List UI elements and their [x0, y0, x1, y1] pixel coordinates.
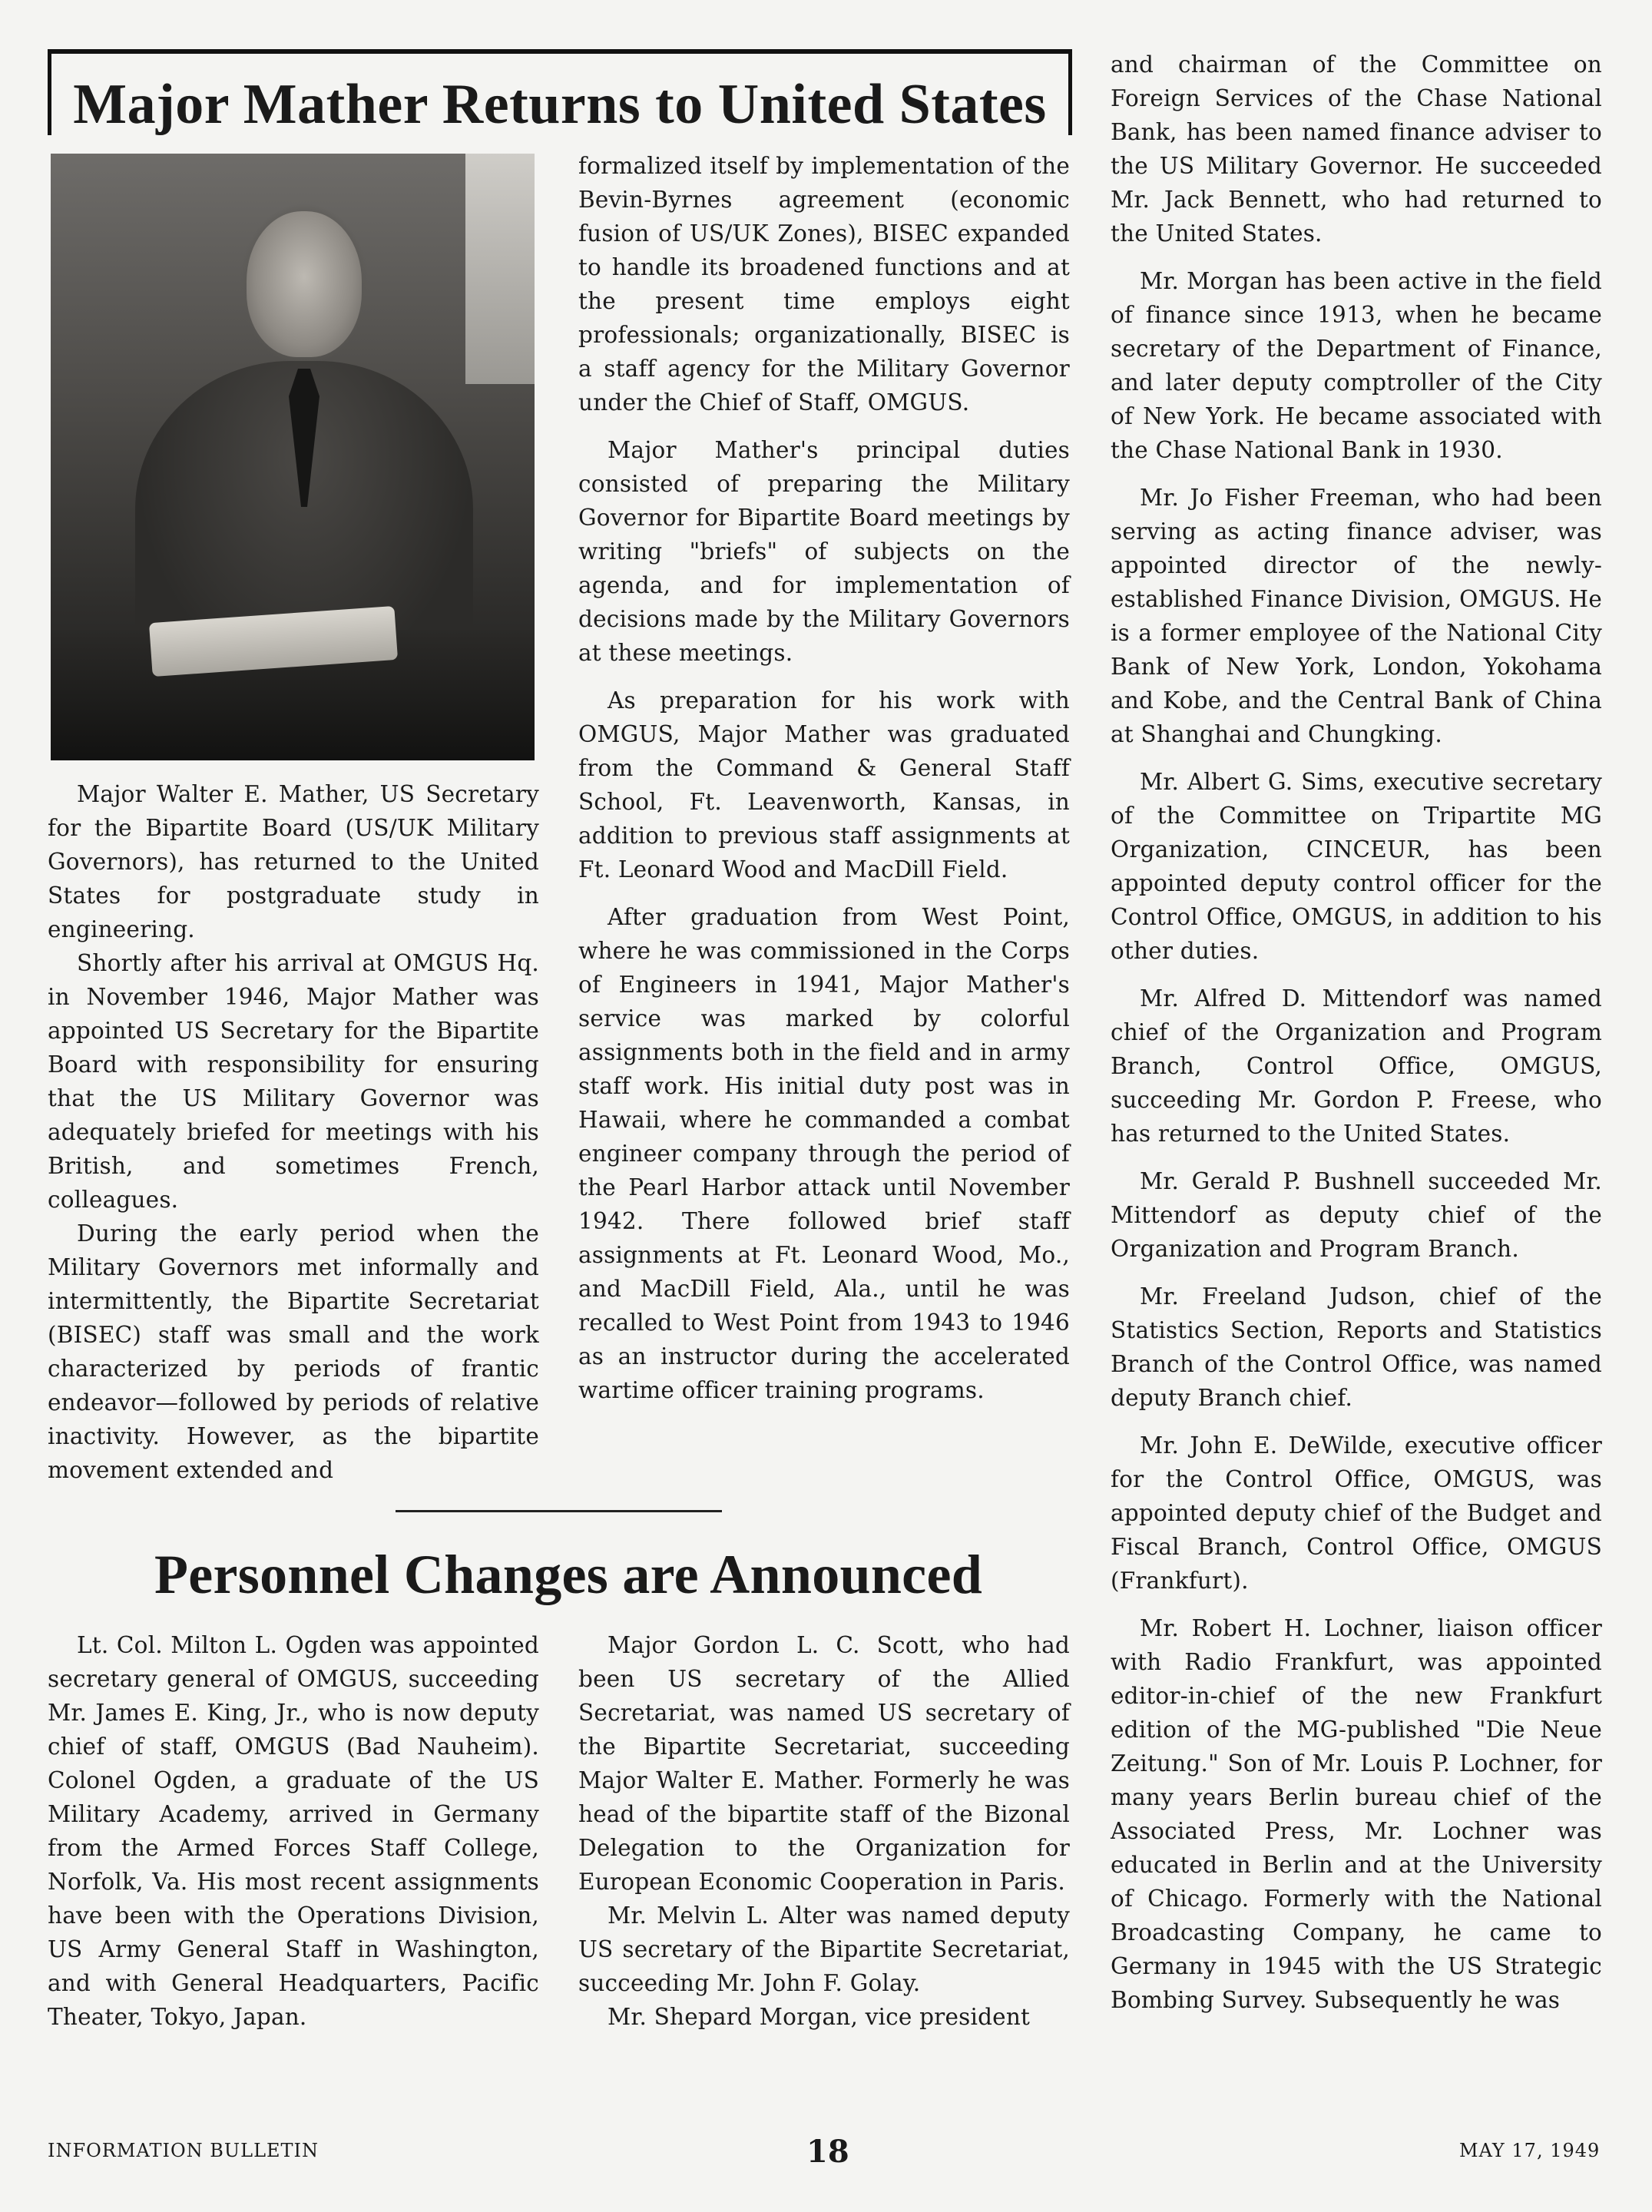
- article-title-box: [48, 49, 1072, 135]
- photo-window: [465, 154, 535, 384]
- paragraph: and chairman of the Committee on Foreign Services of the Chase National Bank, has been named finance adviser to the US Military Governor. He succeeded Mr. Jack Bennett, who had returned to the United States.: [1111, 51, 1602, 247]
- portrait-photo: [51, 154, 535, 760]
- paragraph: Mr. John E. DeWilde, executive officer for the Control Office, OMGUS, was appointed deputy chief of the Budget and Fiscal Branch, Control Office, OMGUS (Frankfurt).: [1111, 1432, 1602, 1594]
- article2-column-2: [578, 1628, 1070, 2034]
- section-divider: [396, 1510, 722, 1512]
- article1-column-2: [578, 149, 1070, 1421]
- paragraph: After graduation from West Point, where he was commissioned in the Corps of Engineers in 1941, Major Mather's service was marked by colorful assignments both in the field and in army staff work. His initial duty post was in Hawaii, where he commanded a combat engineer company through the period of the Pearl Harbor attack until November 1942. There followed brief staff assignments at Ft. Leonard Wood, Mo., and MacDill Field, Ala., until he was recalled to West Point from 1943 to 1946 as an instructor during the accelerated wartime officer training programs.: [578, 904, 1070, 1403]
- paragraph: Shortly after his arrival at OMGUS Hq. in November 1946, Major Mather was appointed US Secretary for the Bipartite Board with responsibility for ensuring that the US Military Governor was adequately briefed for meetings with his British, and sometimes French, colleagues.: [48, 950, 539, 1213]
- paragraph: Major Gordon L. C. Scott, who had been US secretary of the Allied Secretariat, was named US secretary of the Bipartite Secretariat, succeeding Major Walter E. Mather. Formerly he was head of the bipartite staff of the Bizonal Delegation to the Organization for European Economic Cooperation in Paris.: [578, 1632, 1070, 1895]
- article2-column-1: [48, 1628, 539, 2048]
- footer-publication: INFORMATION BULLETIN: [48, 2140, 319, 2161]
- paragraph: Major Walter E. Mather, US Secretary for the Bipartite Board (US/UK Military Governors), has returned to the United States for postgraduate study in engineering.: [48, 781, 539, 942]
- article2-column-3: [1111, 48, 1602, 2031]
- paragraph: Lt. Col. Milton L. Ogden was appointed secretary general of OMGUS, succeeding Mr. James E. King, Jr., who is now deputy chief of staff, OMGUS (Bad Nauheim). Colonel Ogden, a graduate of the US Military Academy, arrived in Germany from the Armed Forces Staff College, Norfolk, Va. His most recent assignments have been with the Operations Division, US Army General Staff in Washington, and with General Headquarters, Pacific Theater, Tokyo, Japan.: [48, 1632, 539, 2030]
- paragraph: Mr. Freeland Judson, chief of the Statistics Section, Reports and Statistics Branch of the Control Office, was named deputy Branch chief.: [1111, 1283, 1602, 1411]
- paragraph: Mr. Alfred D. Mittendorf was named chief of the Organization and Program Branch, Control Office, OMGUS, succeeding Mr. Gordon P. Freese, who has returned to the United States.: [1111, 985, 1602, 1147]
- footer-date: MAY 17, 1949: [1459, 2140, 1601, 2161]
- paragraph: Mr. Gerald P. Bushnell succeeded Mr. Mittendorf as deputy chief of the Organization and Program Branch.: [1111, 1168, 1602, 1262]
- paragraph: Mr. Jo Fisher Freeman, who had been serving as acting finance adviser, was appointed director of the newly-established Finance Division, OMGUS. He is a former employee of the National City Bank of New York, London, Yokohama and Kobe, and the Central Bank of China at Shanghai and Chungking.: [1111, 485, 1602, 747]
- paragraph: Major Mather's principal duties consisted of preparing the Military Governor for Bipartite Board meetings by writing "briefs" of subjects on the agenda, and for implementation of decisions made by the Military Governors at these meetings.: [578, 437, 1070, 666]
- paragraph: Mr. Shepard Morgan, vice president: [607, 2004, 1031, 2030]
- paragraph: formalized itself by implementation of the Bevin-Byrnes agreement (economic fusion of US/UK Zones), BISEC expanded to handle its broadened functions and at the present time employs eight professionals; organizationally, BISEC is a staff agency for the Military Governor under the Chief of Staff, OMGUS.: [578, 153, 1070, 416]
- article-title: Major Mather Returns to United States: [73, 73, 1047, 136]
- article2-title: Personnel Changes are Announced: [154, 1544, 983, 1605]
- paragraph: Mr. Albert G. Sims, executive secretary of the Committee on Tripartite MG Organization, CINCEUR, has been appointed deputy control officer for the Control Office, OMGUS, in addition to his other duties.: [1111, 769, 1602, 964]
- paragraph: During the early period when the Military Governors met informally and intermittently, the Bipartite Secretariat (BISEC) staff was small and the work characterized by periods of frantic endeavor—followed by periods of relative inactivity. However, as the bipartite movement extended and: [48, 1220, 539, 1483]
- article1-column-1: [48, 777, 539, 1487]
- paragraph: As preparation for his work with OMGUS, Major Mather was graduated from the Command & General Staff School, Ft. Leavenworth, Kansas, in addition to previous staff assignments at Ft. Leonard Wood and MacDill Field.: [578, 687, 1070, 882]
- paragraph: Mr. Robert H. Lochner, liaison officer with Radio Frankfurt, was appointed editor-in-chief of the new Frankfurt edition of the MG-published "Die Neue Zeitung." Son of Mr. Louis P. Lochner, for many years Berlin bureau chief of the Associated Press, Mr. Lochner was educated in Berlin and at the University of Chicago. Formerly with the National Broadcasting Company, he came to Germany in 1945 with the US Strategic Bombing Survey. Subsequently he was: [1111, 1615, 1602, 2013]
- paragraph: Mr. Morgan has been active in the field of finance since 1913, when he became secretary of the Department of Finance, and later deputy comptroller of the City of New York. He became associated with the Chase National Bank in 1930.: [1111, 268, 1602, 463]
- page-number: 18: [806, 2134, 849, 2170]
- paragraph: Mr. Melvin L. Alter was named deputy US secretary of the Bipartite Secretariat, succeeding Mr. John F. Golay.: [578, 1902, 1070, 1996]
